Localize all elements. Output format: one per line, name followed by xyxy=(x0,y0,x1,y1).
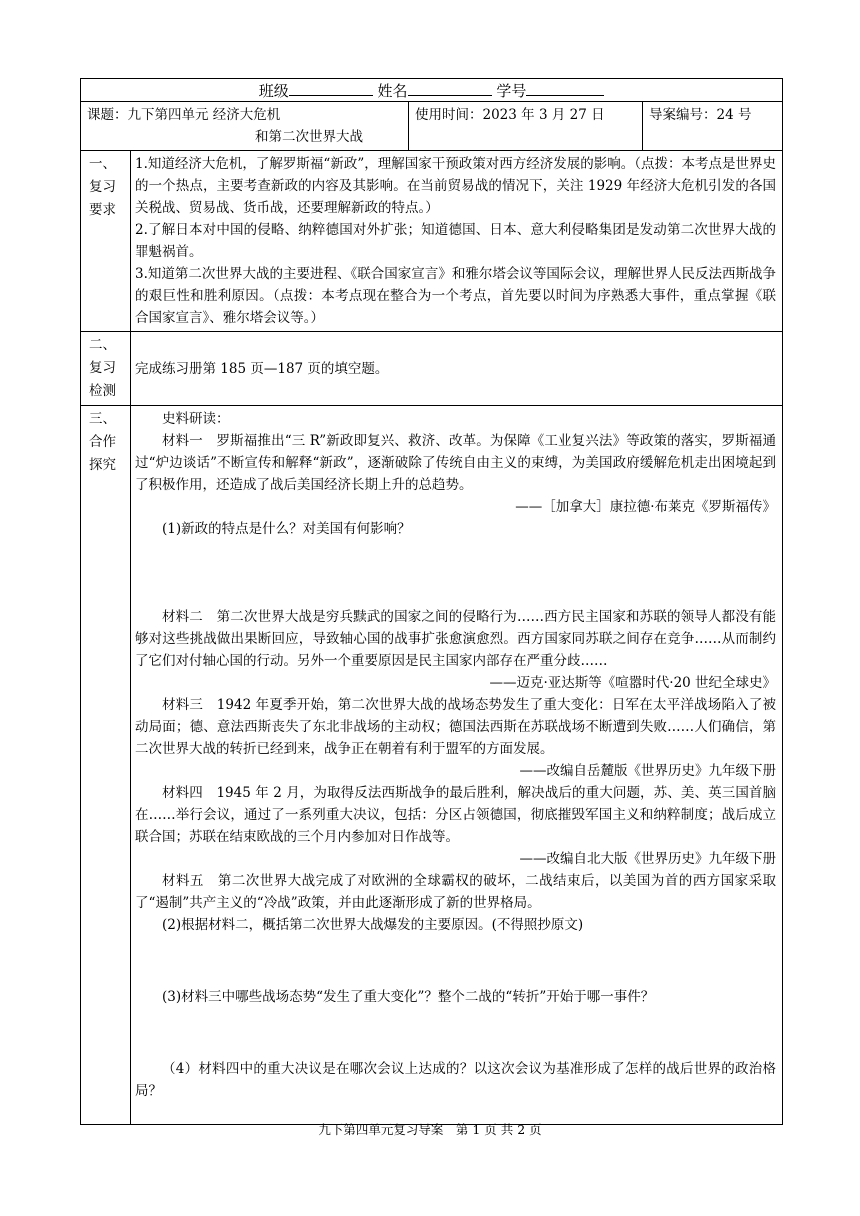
section-3-label-line: 合作 xyxy=(89,434,116,450)
worksheet xyxy=(80,78,782,1125)
topic-line-1: 课题：九下第四单元 经济大危机 xyxy=(87,107,281,123)
topic-cell xyxy=(81,102,409,151)
section-1-body xyxy=(131,151,783,332)
requirement-item: 3.知道第二次世界大战的主要进程、《联合国家宣言》和雅尔塔会议等国际会议，理解世界人民反法西斯战争的艰巨性和胜利原因。（点拨：本考点现在整合为一个考点，首先要以时间为序熟悉大事件，重点掌握《联合国家宣言》、雅尔塔会议等。） xyxy=(135,266,777,326)
id-blank[interactable] xyxy=(526,79,604,96)
topic-line-2: 和第二次世界大战 xyxy=(255,129,363,145)
section-3-label-line: 探究 xyxy=(89,457,116,473)
class-blank[interactable] xyxy=(289,79,373,96)
question-1: (1)新政的特点是什么？对美国有何影响？ xyxy=(162,521,411,537)
question-4: （4）材料四中的重大决议是在哪次会议上达成的？以这次会议为基准形成了怎样的战后世界的政治格局？ xyxy=(135,1061,777,1099)
requirement-item: 2.了解日本对中国的侵略、纳粹德国对外扩张；知道德国、日本、意大利侵略集团是发动第二次世界大战的罪魁祸首。 xyxy=(135,222,777,260)
section-2-label-line: 检测 xyxy=(89,383,116,399)
header-cell xyxy=(81,79,783,102)
section-2-label-line: 复习 xyxy=(89,360,116,376)
header-row xyxy=(81,79,783,102)
section-3-label xyxy=(81,406,131,1125)
section-1-row xyxy=(81,151,783,332)
section-2-body xyxy=(131,332,783,406)
section-2-label xyxy=(81,332,131,406)
question-2: (2)根据材料二，概括第二次世界大战爆发的主要原因。(不得照抄原文) xyxy=(162,917,584,933)
section-3-body xyxy=(131,406,783,1125)
meta-row xyxy=(81,102,783,151)
section-1-label-line: 要求 xyxy=(89,202,116,218)
name-blank[interactable] xyxy=(408,79,492,96)
page-footer: 九下第四单元复习导案 第 1 页 共 2 页 xyxy=(318,1122,542,1137)
section-1-label-line: 复习 xyxy=(89,179,116,195)
material-3: 材料三 1942 年夏季开始，第二次世界大战的战场态势发生了重大变化：日军在太平洋战场陷入了被动局面；德、意法西斯丧失了东北非战场的主动权；德国法西斯在苏联战场不断遭到失败……人们确信，第二次世界大战的转折已经到来，战争正在朝着有利于盟军的方面发展。 xyxy=(135,697,777,757)
material-1: 材料一 罗斯福推出“三 R”新政即复兴、救济、改革。为保障《工业复兴法》等政策的落实，罗斯福通过“炉边谈话”不断宣传和解释“新政”，逐渐破除了传统自由主义的束缚，为美国政府缓解危机走出困境起到了积极作用，还造成了战后美国经济长期上升的总趋势。 xyxy=(135,433,777,493)
requirement-item: 1.知道经济大危机，了解罗斯福“新政”，理解国家干预政策对西方经济发展的影响。（点拨：本考点是世界史的一个热点，主要考查新政的内容及其影响。在当前贸易战的情况下，关注 1929 年经济大危机引发的各国关税战、贸易战、货币战，还要理解新政的特点。） xyxy=(135,156,777,216)
date-cell: 使用时间：2023 年 3 月 27 日 xyxy=(409,102,643,151)
name-label: 姓名 xyxy=(377,82,408,100)
id-label: 学号 xyxy=(496,82,527,100)
material-3-source: ——改编自岳麓版《世界历史》九年级下册 xyxy=(519,763,777,779)
review-task: 完成练习册第 185 页—187 页的填空题。 xyxy=(135,360,389,377)
section-2-label-line: 二、 xyxy=(89,337,116,353)
material-2: 材料二 第二次世界大战是穷兵黩武的国家之间的侵略行为……西方民主国家和苏联的领导人都没有能够对这些挑战做出果断回应，导致轴心国的战事扩张愈演愈烈。西方国家同苏联之间存在竞争……从而制约了它们对付轴心国的行动。另外一个重要原因是民主国家内部存在严重分歧…… xyxy=(135,609,777,669)
question-3: (3)材料三中哪些战场态势“发生了重大变化”？整个二战的“转折”开始于哪一事件？ xyxy=(162,989,655,1005)
class-label: 班级 xyxy=(258,82,289,100)
section-3-row xyxy=(81,406,783,1125)
answer-space-2[interactable] xyxy=(135,936,776,986)
material-4-source: ——改编自北大版《世界历史》九年级下册 xyxy=(519,851,777,867)
answer-space-1[interactable] xyxy=(135,540,776,606)
worksheet-table xyxy=(80,78,783,1125)
section-1-label xyxy=(81,151,131,332)
number-cell: 导案编号：24 号 xyxy=(643,102,783,151)
section-2-row xyxy=(81,332,783,406)
material-1-source: ——［加拿大］康拉德·布莱克《罗斯福传》 xyxy=(515,499,777,515)
reading-intro: 史料研读： xyxy=(162,411,230,427)
section-1-label-line: 一、 xyxy=(89,156,116,172)
section-3-label-line: 三、 xyxy=(89,411,116,427)
material-4: 材料四 1945 年 2 月，为取得反法西斯战争的最后胜利，解决战后的重大问题，苏、美、英三国首脑在……举行会议，通过了一系列重大决议，包括：分区占领德国，彻底摧毁军国主义和纳粹制度；战后成立联合国；苏联在结束欧战的三个月内参加对日作战等。 xyxy=(135,785,777,845)
material-2-source: ——迈克·亚达斯等《喧嚣时代·20 世纪全球史》 xyxy=(489,675,777,691)
material-5: 材料五 第二次世界大战完成了对欧洲的全球霸权的破坏，二战结束后，以美国为首的西方国家采取了“遏制”共产主义的“冷战”政策，并由此逐渐形成了新的世界格局。 xyxy=(135,873,777,911)
answer-space-3[interactable] xyxy=(135,1008,776,1058)
